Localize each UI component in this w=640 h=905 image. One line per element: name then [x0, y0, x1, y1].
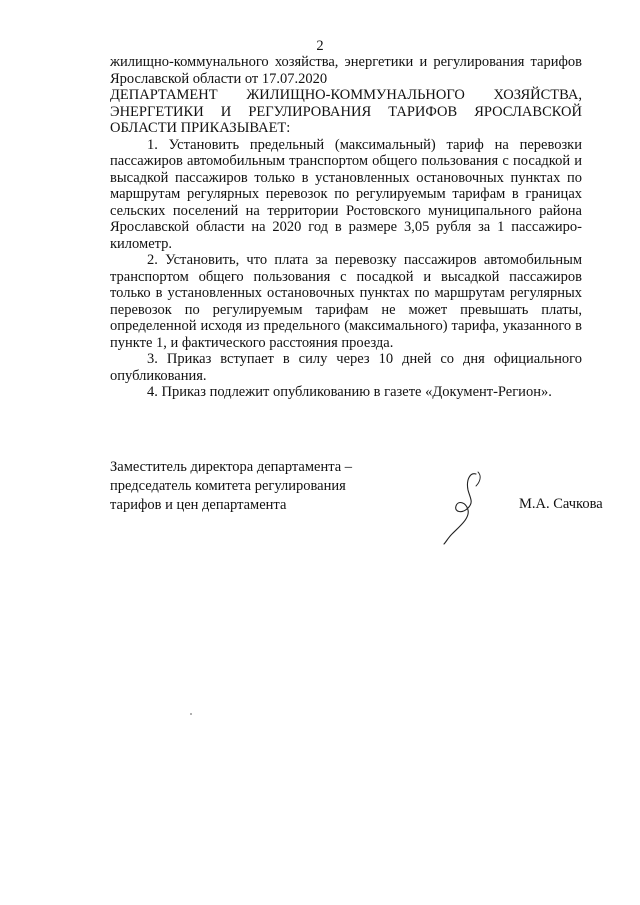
handwritten-signature [430, 468, 500, 548]
order-item-1: 1. Установить предельный (максимальный) тариф на перевозки пассажиров автомобильным транспортом общего пользования с посадкой и высадкой пассажиров только в установленных остановочных пунктах по маршрутам регулярных перевозок по регулируемым тарифам в границах сельских поселений на территории Ростовского муниципального района Ярославской области на 2020 год в размере 3,05 рубля за 1 пассажиро-километр. [110, 136, 582, 252]
signer-name: М.А. Сачкова [519, 496, 603, 512]
order-item-3: 3. Приказ вступает в силу через 10 дней со дня официального опубликования. [110, 351, 582, 384]
signer-title-line-2: председатель комитета регулирования [110, 478, 346, 494]
signer-title [110, 458, 352, 515]
document-body [110, 54, 582, 401]
order-preamble: ДЕПАРТАМЕНТ ЖИЛИЩНО-КОММУНАЛЬНОГО ХОЗЯЙСТВА, ЭНЕРГЕТИКИ И РЕГУЛИРОВАНИЯ ТАРИФОВ ЯРОСЛАВСКОЙ ОБЛАСТИ ПРИКАЗЫВАЕТ: [110, 87, 582, 136]
signer-title-line-1: Заместитель директора департамента – [110, 459, 353, 475]
order-item-2: 2. Установить, что плата за перевозку пассажиров автомобильным транспортом общего пользования с посадкой и высадкой пассажиров только в установленных остановочных пунктах по маршрутам регулярных перевозок по регулируемым тарифам не может превышать платы, определенной исходя из предельного (максимального) тарифа, указанного в пункте 1, и фактического расстояния проезда. [110, 252, 582, 351]
intro-continuation: жилищно-коммунального хозяйства, энергетики и регулирования тарифов Ярославской области от 17.07.2020 [110, 54, 582, 87]
order-item-4: 4. Приказ подлежит опубликованию в газете «Документ-Регион». [147, 384, 552, 400]
signer-title-line-3: тарифов и цен департамента [110, 497, 287, 513]
page-number: 2 [316, 38, 324, 54]
scan-speck [190, 713, 192, 715]
